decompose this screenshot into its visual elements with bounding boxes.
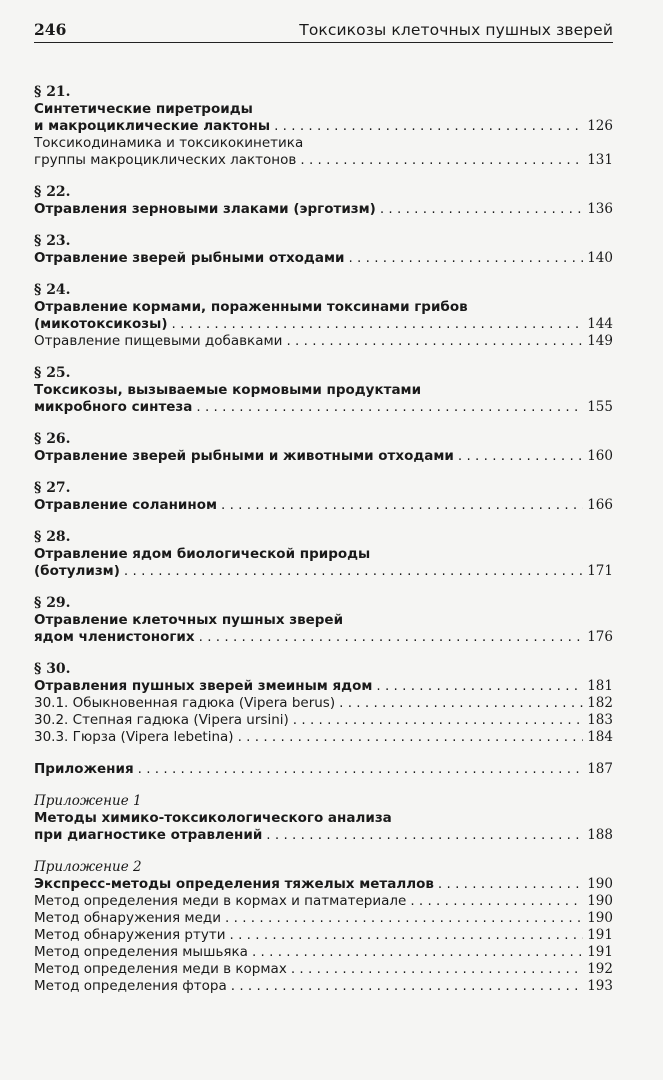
- toc-section-27: [34, 480, 613, 514]
- toc-entry-title: ядом членистоногих: [34, 629, 195, 645]
- toc-page-number: 140: [587, 250, 613, 266]
- leader-dots: [124, 563, 583, 580]
- toc-page-number: 191: [587, 927, 613, 943]
- toc-section-24: [34, 282, 613, 350]
- toc-section-23: [34, 233, 613, 267]
- toc-entry-title: Токсикодинамика и токсикокинетика: [34, 135, 304, 151]
- toc-page-number: 176: [587, 629, 613, 645]
- toc-page-number: 190: [587, 876, 613, 892]
- toc-entry[interactable]: [34, 629, 613, 646]
- toc-entry[interactable]: [34, 927, 613, 944]
- leader-dots: [300, 152, 583, 169]
- toc-entry-title: Метод обнаружения ртути: [34, 927, 226, 943]
- toc-page-number: 131: [587, 152, 613, 168]
- toc-section-21: [34, 84, 613, 169]
- section-number: § 24.: [34, 282, 71, 298]
- toc-page-number: 160: [587, 448, 613, 464]
- toc-entry-title: Метод определения меди в кормах: [34, 961, 287, 977]
- toc-entry-title: Приложения: [34, 761, 134, 777]
- leader-dots: [291, 961, 583, 978]
- toc-section-28: [34, 529, 613, 580]
- leader-dots: [458, 448, 583, 465]
- toc-entry[interactable]: [34, 678, 613, 695]
- section-number: § 26.: [34, 431, 71, 447]
- toc-entry[interactable]: [34, 201, 613, 218]
- toc-entry-title: 30.3. Гюрза (Vipera lebetina): [34, 729, 234, 745]
- toc-page-number: 188: [587, 827, 613, 843]
- page-header: [34, 16, 613, 43]
- toc-entry-title: Отравление зверей рыбными отходами: [34, 250, 345, 266]
- toc-entry[interactable]: [34, 399, 613, 416]
- toc-entry[interactable]: [34, 333, 613, 350]
- toc-page-number: 182: [587, 695, 613, 711]
- toc-entry-title: Отравления зерновыми злаками (эрготизм): [34, 201, 376, 217]
- toc-entry-title: группы макроциклических лактонов: [34, 152, 297, 168]
- toc-entry-title: при диагностике отравлений: [34, 827, 263, 843]
- toc-entry-title: Отравления пушных зверей змеиным ядом: [34, 678, 373, 694]
- toc-subentry[interactable]: [34, 712, 613, 729]
- toc-entry-title: и макроциклические лактоны: [34, 118, 271, 134]
- toc-page-number: 171: [587, 563, 613, 579]
- table-of-contents: [34, 84, 613, 1010]
- toc-entry[interactable]: [34, 910, 613, 927]
- leader-dots: [348, 250, 583, 267]
- section-number: § 22.: [34, 184, 71, 200]
- appendix-title: Приложение 1: [34, 793, 142, 809]
- page-number: 246: [34, 20, 67, 39]
- section-number: § 25.: [34, 365, 71, 381]
- toc-section-appendices: [34, 761, 613, 778]
- toc-entry[interactable]: [34, 152, 613, 169]
- section-number: § 28.: [34, 529, 71, 545]
- toc-section-29: [34, 595, 613, 646]
- toc-page-number: 166: [587, 497, 613, 513]
- toc-page-number: 187: [587, 761, 613, 777]
- toc-entry-title: микробного синтеза: [34, 399, 193, 415]
- toc-entry-title: Метод определения меди в кормах и патматериале: [34, 893, 407, 909]
- toc-section-appendix-2: [34, 859, 613, 995]
- toc-section-25: [34, 365, 613, 416]
- toc-entry-title: Отравление соланином: [34, 497, 218, 513]
- toc-entry[interactable]: [34, 448, 613, 465]
- toc-entry[interactable]: [34, 944, 613, 961]
- leader-dots: [286, 333, 583, 350]
- toc-page-number: 181: [587, 678, 613, 694]
- toc-entry-title: Метод определения фтора: [34, 978, 227, 994]
- section-number: § 21.: [34, 84, 71, 100]
- toc-entry-title: (микотоксикозы): [34, 316, 168, 332]
- leader-dots: [221, 497, 583, 514]
- leader-dots: [380, 201, 583, 218]
- toc-page-number: 183: [587, 712, 613, 728]
- toc-section-26: [34, 431, 613, 465]
- toc-entry-title: Метод определения мышьяка: [34, 944, 248, 960]
- toc-line: [34, 101, 613, 118]
- toc-page-number: 136: [587, 201, 613, 217]
- leader-dots: [171, 316, 583, 333]
- toc-entry[interactable]: [34, 316, 613, 333]
- toc-entry-title: Методы химико-токсикологического анализа: [34, 810, 392, 826]
- toc-page-number: 184: [587, 729, 613, 745]
- leader-dots: [138, 761, 584, 778]
- leader-dots: [231, 978, 583, 995]
- toc-entry-title: Отравление зверей рыбными и животными отходами: [34, 448, 454, 464]
- toc-line: [34, 299, 613, 316]
- toc-entry[interactable]: [34, 118, 613, 135]
- toc-entry[interactable]: [34, 761, 613, 778]
- toc-page-number: 190: [587, 910, 613, 926]
- toc-line: [34, 135, 613, 152]
- toc-line: [34, 382, 613, 399]
- leader-dots: [274, 118, 583, 135]
- toc-entry-title: 30.2. Степная гадюка (Vipera ursini): [34, 712, 289, 728]
- toc-line: [34, 612, 613, 629]
- toc-page-number: 192: [587, 961, 613, 977]
- toc-line: [34, 546, 613, 563]
- toc-entry-title: Синтетические пиретроиды: [34, 101, 253, 117]
- toc-page-number: 191: [587, 944, 613, 960]
- toc-page-number: 193: [587, 978, 613, 994]
- leader-dots: [293, 712, 583, 729]
- running-title: Токсикозы клеточных пушных зверей: [299, 21, 613, 39]
- toc-entry[interactable]: [34, 893, 613, 910]
- toc-entry-title: Отравление ядом биологической природы: [34, 546, 371, 562]
- toc-entry-title: Отравление кормами, пораженными токсинами грибов: [34, 299, 468, 315]
- leader-dots: [225, 910, 583, 927]
- toc-subentry[interactable]: [34, 695, 613, 712]
- leader-dots: [238, 729, 584, 746]
- toc-entry[interactable]: [34, 827, 613, 844]
- toc-entry-title: (ботулизм): [34, 563, 120, 579]
- toc-line: [34, 810, 613, 827]
- toc-page-number: 144: [587, 316, 613, 332]
- toc-entry-title: Метод обнаружения меди: [34, 910, 222, 926]
- toc-entry-title: Отравление клеточных пушных зверей: [34, 612, 344, 628]
- toc-entry-title: Токсикозы, вызываемые кормовыми продуктами: [34, 382, 422, 398]
- leader-dots: [252, 944, 583, 961]
- leader-dots: [376, 678, 583, 695]
- section-number: § 30.: [34, 661, 71, 677]
- toc-entry[interactable]: [34, 563, 613, 580]
- toc-subentry[interactable]: [34, 729, 613, 746]
- toc-page-number: 155: [587, 399, 613, 415]
- section-number: § 29.: [34, 595, 71, 611]
- leader-dots: [339, 695, 583, 712]
- leader-dots: [266, 827, 583, 844]
- section-number: § 23.: [34, 233, 71, 249]
- toc-entry[interactable]: [34, 876, 613, 893]
- toc-entry-title: Экспресс-методы определения тяжелых металлов: [34, 876, 434, 892]
- toc-entry-title: 30.1. Обыкновенная гадюка (Vipera berus): [34, 695, 336, 711]
- toc-section-appendix-1: [34, 793, 613, 844]
- toc-entry[interactable]: [34, 978, 613, 995]
- toc-entry[interactable]: [34, 250, 613, 267]
- toc-section-30: [34, 661, 613, 746]
- leader-dots: [410, 893, 583, 910]
- toc-page-number: 190: [587, 893, 613, 909]
- toc-page-number: 126: [587, 118, 613, 134]
- toc-section-22: [34, 184, 613, 218]
- appendix-title: Приложение 2: [34, 859, 142, 875]
- toc-entry-title: Отравление пищевыми добавками: [34, 333, 283, 349]
- leader-dots: [230, 927, 584, 944]
- toc-page-number: 149: [587, 333, 613, 349]
- section-number: § 27.: [34, 480, 71, 496]
- leader-dots: [438, 876, 583, 893]
- leader-dots: [196, 399, 583, 416]
- toc-entry[interactable]: [34, 961, 613, 978]
- toc-entry[interactable]: [34, 497, 613, 514]
- leader-dots: [199, 629, 584, 646]
